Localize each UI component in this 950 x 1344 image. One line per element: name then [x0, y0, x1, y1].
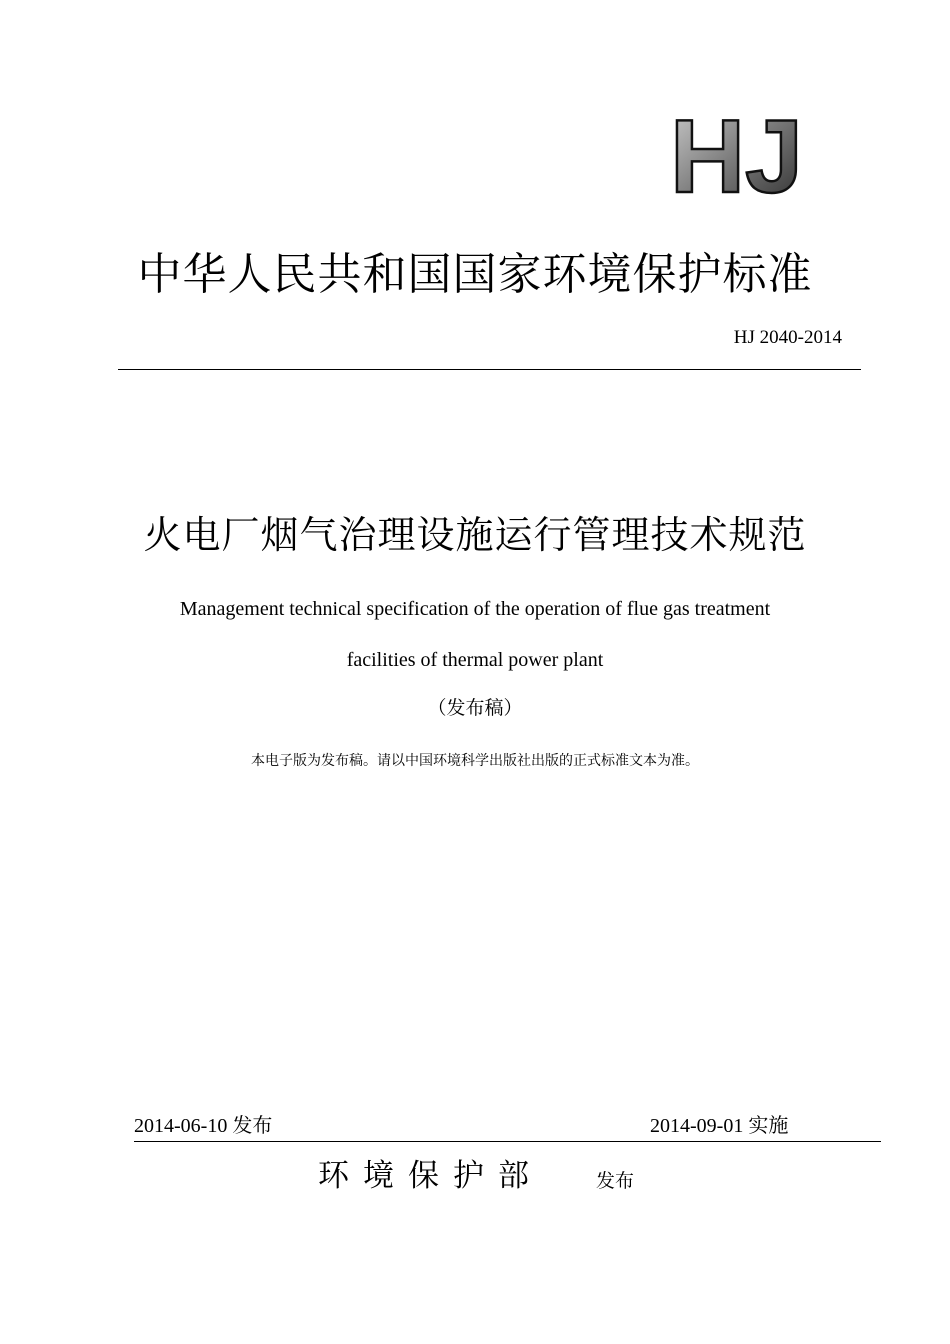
- document-title-zh: 火电厂烟气治理设施运行管理技术规范: [143, 513, 807, 557]
- document-title-en-line2: facilities of thermal power plant: [346, 649, 604, 671]
- document-title-en-line1: Management technical specification of the operation of flue gas treatment: [179, 598, 771, 620]
- effective-date: 2014-09-01 实施: [650, 1115, 789, 1137]
- national-standard-title: 中华人民共和国国家环境保护标准: [137, 249, 813, 300]
- edition-notice: 本电子版为发布稿。请以中国环境科学出版社出版的正式标准文本为准。: [251, 753, 699, 769]
- issuing-ministry: 环境保护部: [318, 1158, 543, 1194]
- header-divider: [118, 369, 861, 370]
- standard-code: HJ 2040-2014: [733, 327, 842, 348]
- draft-label: （发布稿）: [427, 697, 523, 719]
- hj-logo-text: HJ: [670, 108, 803, 200]
- issuing-ministry-suffix: 发布: [596, 1170, 635, 1192]
- footer-divider: [134, 1141, 881, 1142]
- issue-date: 2014-06-10 发布: [134, 1115, 273, 1137]
- hj-logo: [670, 108, 830, 200]
